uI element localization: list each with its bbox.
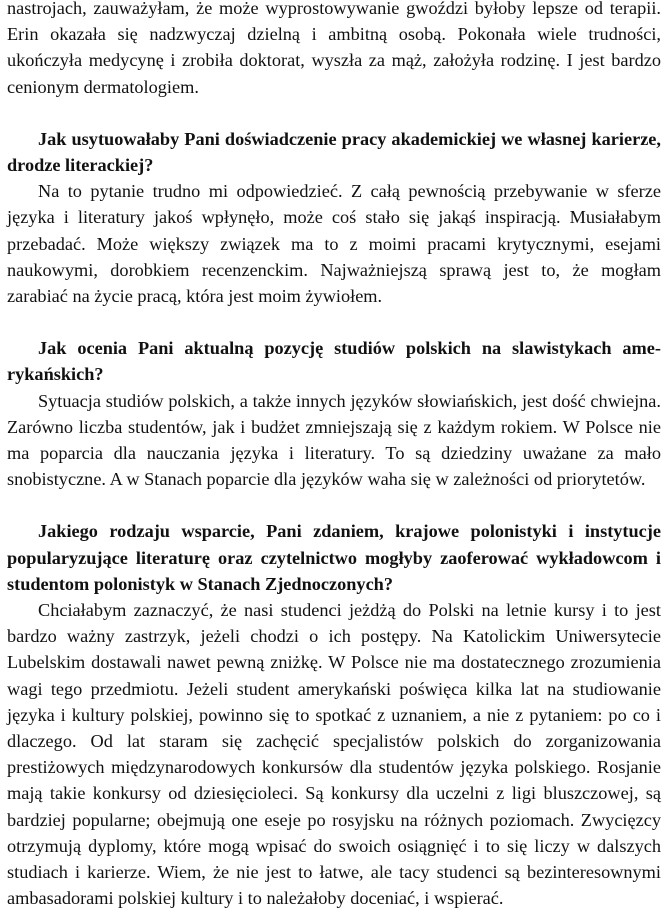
answer-paragraph-1: nastrojach, zauważyłam, że może wyprostowywanie gwoździ byłoby lepsze od terapii. Erin okazała się nadzwyczaj dzielną i ambitną osobą. Pokonała wiele trudności, ukończyła medycynę i zrobiła doktorat, wyszła za mąż, założyła rodzinę. I jest bardzo cenionym dermatologiem.	[7, 0, 661, 97]
document-page	[7, 0, 661, 912]
question-paragraph-1: Jak usytuowałaby Pani doświadczenie pracy akademickiej we własnej karierze, drodze literackiej?	[7, 128, 661, 176]
paragraph-gap	[7, 492, 661, 518]
answer-paragraph-4: Chciałabym zaznaczyć, że nasi studenci jeżdżą do Polski na letnie kursy i to jest bardzo ważny zastrzyk, jeżeli chodzi o ich postępy. Na Katolickim Uniwersytecie Lubelskim dostawali nawet pewną zniżkę. W Polsce nie ma dostatecznego zrozumienia wagi tego przedmiotu. Jeżeli student amerykański poświęca kilka lat na studiowanie języka i kultury polskiej, powinno się to spotkać z uznaniem, a nie z pytaniem: po co i dlaczego. Od lat staram się zachęcić specjalistów polskich do zorganizowania prestiżowych międzynarodowych konkursów dla studentów języka polskiego. Rosjanie mają takie konkursy od dziesięcioleci. Są konkursy dla uczelni z ligi bluszczowej, są bardziej popularne; obejmują one eseje po rosyjsku na różnych poziomach. Zwycięzcy otrzymują dyplomy, które mogą wpisać do swoich osiągnięć i to się liczy w dalszych studiach i karierze. Wiem, że nie jest to łatwe, ale tacy studenci są bezinteresownymi ambasadorami polskiej kultury i to należałoby doceniać, i wspierać.	[7, 600, 661, 909]
answer-paragraph-3: Sytuacja studiów polskich, a także innych języków słowiańskich, jest dość chwiejna. Zarówno liczba studentów, jak i budżet zmniejszają się z każdym rokiem. W Polsce nie ma poparcia dla nauczania języka i literatury. To są dziedziny uważane za mało snobistyczne. A w Stanach poparcie dla języków waha się w zależności od priorytetów.	[7, 390, 661, 490]
answer-paragraph-2: Na to pytanie trudno mi odpowiedzieć. Z całą pewnością przebywanie w sferze języka i literatury jakoś wpłynęło, może coś stało się jakąś inspiracją. Musiałabym przebadać. Może większy związek ma to z moimi pracami krytycznymi, esejami naukowymi, dorobkiem recenzenckim. Najważniejszą sprawą jest to, że mogłam zarabiać na życie pracą, która jest moim żywiołem.	[7, 181, 661, 307]
paragraph-gap	[7, 100, 661, 126]
paragraph-gap	[7, 309, 661, 335]
question-paragraph-2: Jak ocenia Pani aktualną pozycję studiów polskich na slawistykach amerykańskich?	[7, 338, 661, 385]
question-paragraph-3: Jakiego rodzaju wsparcie, Pani zdaniem, krajowe polonistyki i instytucje popularyzujące literaturę oraz czytelnictwo mogłyby zaoferować wykładowcom i studentom polonistyk w Stanach Zjednoczonych?	[7, 521, 661, 594]
